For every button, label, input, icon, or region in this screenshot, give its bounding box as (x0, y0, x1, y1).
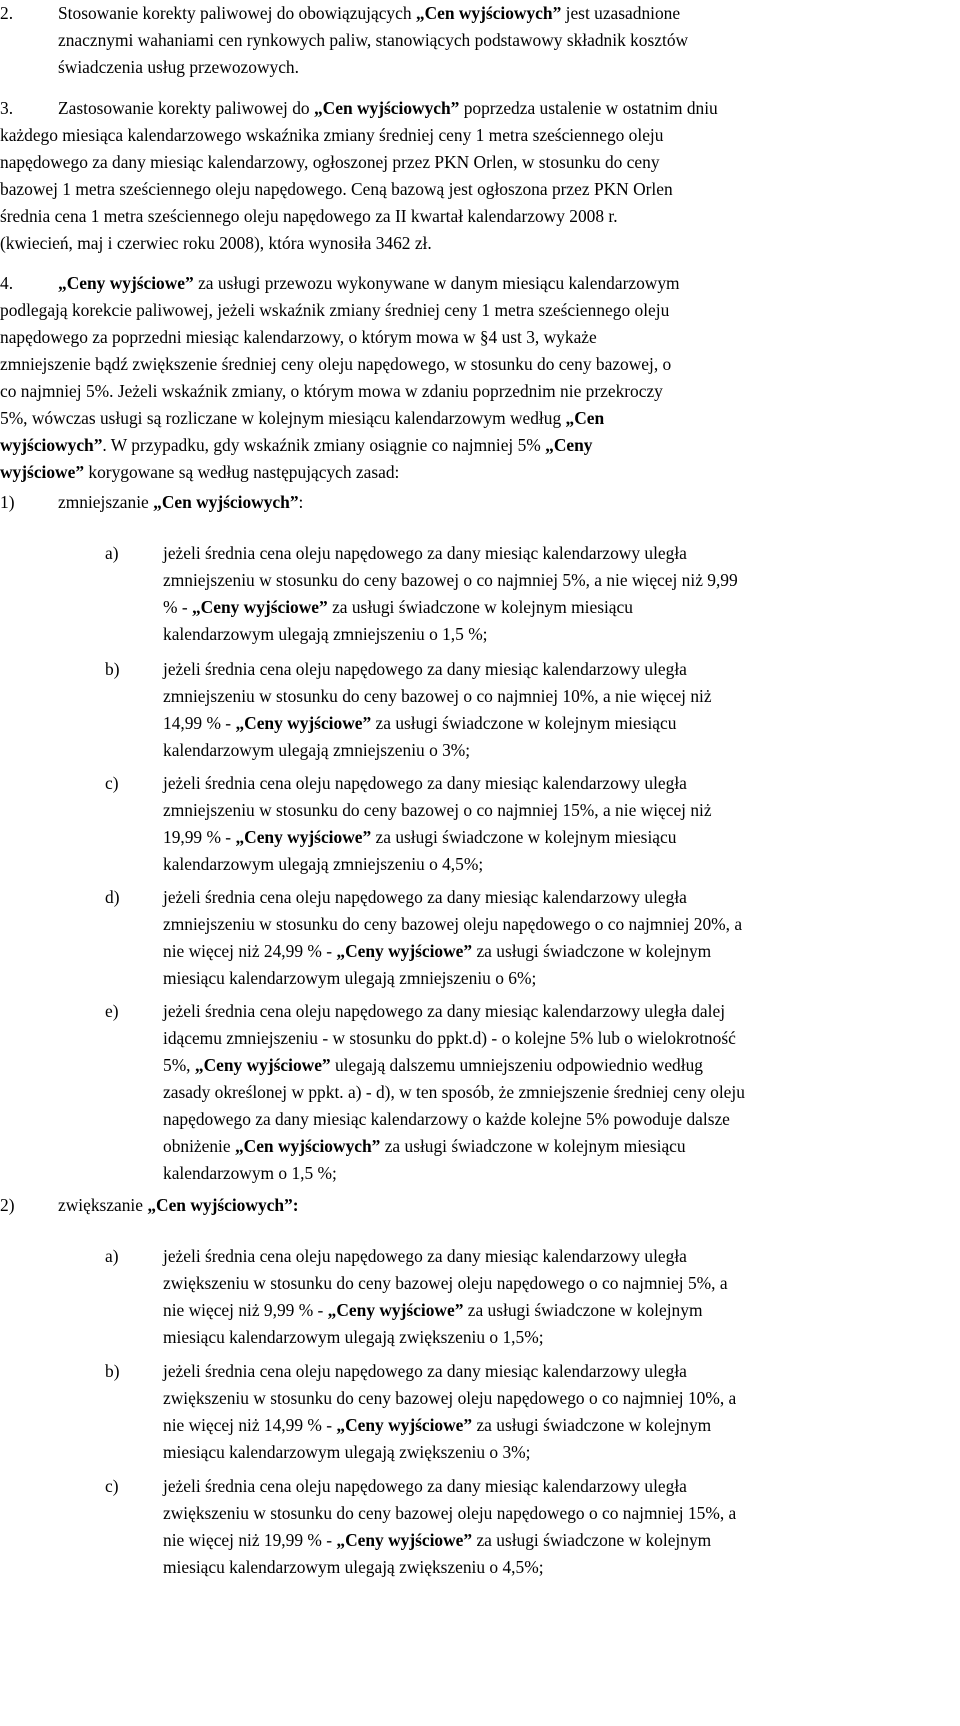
text-line: wyjściowych”. W przypadku, gdy wskaźnik zmiany osiągnie co najmniej 5% „Ceny (0, 435, 593, 455)
item-1d (163, 884, 951, 992)
text-line: zasady określonej w ppkt. a) - d), w ten sposób, że zmniejszenie średniej ceny oleju (163, 1082, 745, 1102)
subsection-title: zmniejszanie „Cen wyjściowych”: (58, 492, 304, 512)
section-4-paragraph-cont (0, 297, 951, 486)
item-letter: a) (105, 1246, 119, 1266)
text-line: kalendarzowym o 1,5 %; (163, 1163, 337, 1183)
text-line: co najmniej 5%. Jeżeli wskaźnik zmiany, o którym mowa w zdaniu poprzednim nie przekroczy (0, 381, 663, 401)
item-1a (163, 540, 951, 648)
text-line: wyjściowe” korygowane są według następujących zasad: (0, 462, 400, 482)
text-line: jeżeli średnia cena oleju napędowego za dany miesiąc kalendarzowy uległa (163, 1476, 687, 1496)
text-line: Zastosowanie korekty paliwowej do „Cen wyjściowych” poprzedza ustalenie w ostatnim dniu (58, 98, 718, 118)
text-line: miesiącu kalendarzowym ulegają zwiększeniu o 3%; (163, 1442, 531, 1462)
text-line: zwiększeniu w stosunku do ceny bazowej oleju napędowego o co najmniej 15%, a (163, 1503, 737, 1523)
text-line: zmniejszeniu w stosunku do ceny bazowej oleju napędowego o co najmniej 20%, a (163, 914, 743, 934)
item-letter: c) (105, 773, 119, 793)
item-2c (163, 1473, 951, 1581)
text-line: kalendarzowym ulegają zmniejszeniu o 1,5 %; (163, 624, 488, 644)
item-2b (163, 1358, 951, 1466)
text-line: jeżeli średnia cena oleju napędowego za dany miesiąc kalendarzowy uległa (163, 543, 687, 563)
text-line: idącemu zmniejszeniu - w stosunku do ppkt.d) - o kolejne 5% lub o wielokrotność (163, 1028, 736, 1048)
text-line: Stosowanie korekty paliwowej do obowiązujących „Cen wyjściowych” jest uzasadnione (58, 3, 681, 23)
text-line: nie więcej niż 14,99 % - „Ceny wyjściowe” za usługi świadczone w kolejnym (163, 1415, 712, 1435)
text-line: zmniejszenie bądź zwiększenie średniej ceny oleju napędowego, w stosunku do ceny bazowej, o (0, 354, 672, 374)
text-line: każdego miesiąca kalendarzowego wskaźnika zmiany średniej ceny 1 metra sześciennego oleju (0, 125, 664, 145)
text-line: świadczenia usług przewozowych. (58, 57, 299, 77)
text-line: napędowego za dany miesiąc kalendarzowy, ogłoszonej przez PKN Orlen, w stosunku do ceny (0, 152, 660, 172)
item-letter: d) (105, 887, 120, 907)
section-4-paragraph (58, 270, 951, 297)
text-line: zmniejszeniu w stosunku do ceny bazowej o co najmniej 5%, a nie więcej niż 9,99 (163, 570, 738, 590)
item-letter: e) (105, 1001, 119, 1021)
section-number: 2. (0, 3, 14, 23)
item-2a (163, 1243, 951, 1351)
text-line: jeżeli średnia cena oleju napędowego za dany miesiąc kalendarzowy uległa (163, 887, 687, 907)
text-line: miesiącu kalendarzowym ulegają zmniejszeniu o 6%; (163, 968, 537, 988)
text-line: jeżeli średnia cena oleju napędowego za dany miesiąc kalendarzowy uległa dalej (163, 1001, 726, 1021)
section-number: 4. (0, 273, 14, 293)
text-line: jeżeli średnia cena oleju napędowego za dany miesiąc kalendarzowy uległa (163, 1246, 687, 1266)
text-line: „Ceny wyjściowe” za usługi przewozu wykonywane w danym miesiącu kalendarzowym (58, 273, 680, 293)
item-1e (163, 998, 951, 1187)
text-line: (kwiecień, maj i czerwiec roku 2008), która wynosiła 3462 zł. (0, 233, 432, 253)
item-letter: c) (105, 1476, 119, 1496)
text-line: miesiącu kalendarzowym ulegają zwiększeniu o 4,5%; (163, 1557, 544, 1577)
text-line: średnia cena 1 metra sześciennego oleju napędowego za II kwartał kalendarzowy 2008 r. (0, 206, 618, 226)
text-line: obniżenie „Cen wyjściowych” za usługi świadczone w kolejnym miesiącu (163, 1136, 686, 1156)
text-line: 19,99 % - „Ceny wyjściowe” za usługi świadczone w kolejnym miesiącu (163, 827, 677, 847)
subsection-number: 2) (0, 1195, 15, 1215)
text-line: zwiększeniu w stosunku do ceny bazowej oleju napędowego o co najmniej 5%, a (163, 1273, 728, 1293)
section-2-paragraph (58, 0, 951, 81)
text-line: nie więcej niż 24,99 % - „Ceny wyjściowe” za usługi świadczone w kolejnym (163, 941, 712, 961)
text-line: jeżeli średnia cena oleju napędowego za dany miesiąc kalendarzowy uległa (163, 773, 687, 793)
text-line: 5%, „Ceny wyjściowe” ulegają dalszemu umniejszeniu odpowiednio według (163, 1055, 703, 1075)
text-line: kalendarzowym ulegają zmniejszeniu o 4,5%; (163, 854, 484, 874)
text-line: % - „Ceny wyjściowe” za usługi świadczone w kolejnym miesiącu (163, 597, 633, 617)
text-line: miesiącu kalendarzowym ulegają zwiększeniu o 1,5%; (163, 1327, 544, 1347)
section-3-paragraph (58, 95, 951, 122)
subsection-title: zwiększanie „Cen wyjściowych”: (58, 1195, 299, 1215)
text-line: zmniejszeniu w stosunku do ceny bazowej o co najmniej 10%, a nie więcej niż (163, 686, 712, 706)
text-line: nie więcej niż 9,99 % - „Ceny wyjściowe” za usługi świadczone w kolejnym (163, 1300, 703, 1320)
text-line: znacznymi wahaniami cen rynkowych paliw, stanowiących podstawowy składnik kosztów (58, 30, 689, 50)
item-letter: b) (105, 1361, 120, 1381)
item-letter: b) (105, 659, 120, 679)
text-line: zwiększeniu w stosunku do ceny bazowej oleju napędowego o co najmniej 10%, a (163, 1388, 737, 1408)
item-letter: a) (105, 543, 119, 563)
subsection-number: 1) (0, 492, 15, 512)
item-1b (163, 656, 951, 764)
text-line: 5%, wówczas usługi są rozliczane w kolejnym miesiącu kalendarzowym według „Cen (0, 408, 605, 428)
section-number: 3. (0, 98, 14, 118)
text-line: jeżeli średnia cena oleju napędowego za dany miesiąc kalendarzowy uległa (163, 1361, 687, 1381)
text-line: napędowego za dany miesiąc kalendarzowy o każde kolejne 5% powoduje dalsze (163, 1109, 730, 1129)
text-line: podlegają korekcie paliwowej, jeżeli wskaźnik zmiany średniej ceny 1 metra sześciennego oleju (0, 300, 670, 320)
text-line: nie więcej niż 19,99 % - „Ceny wyjściowe” za usługi świadczone w kolejnym (163, 1530, 712, 1550)
text-line: kalendarzowym ulegają zmniejszeniu o 3%; (163, 740, 471, 760)
section-3-paragraph-cont (0, 122, 951, 257)
item-1c (163, 770, 951, 878)
text-line: bazowej 1 metra sześciennego oleju napędowego. Ceną bazową jest ogłoszona przez PKN Orlen (0, 179, 673, 199)
text-line: napędowego za poprzedni miesiąc kalendarzowy, o którym mowa w §4 ust 3, wykaże (0, 327, 597, 347)
text-line: 14,99 % - „Ceny wyjściowe” za usługi świadczone w kolejnym miesiącu (163, 713, 677, 733)
text-line: zmniejszeniu w stosunku do ceny bazowej o co najmniej 15%, a nie więcej niż (163, 800, 712, 820)
text-line: jeżeli średnia cena oleju napędowego za dany miesiąc kalendarzowy uległa (163, 659, 687, 679)
